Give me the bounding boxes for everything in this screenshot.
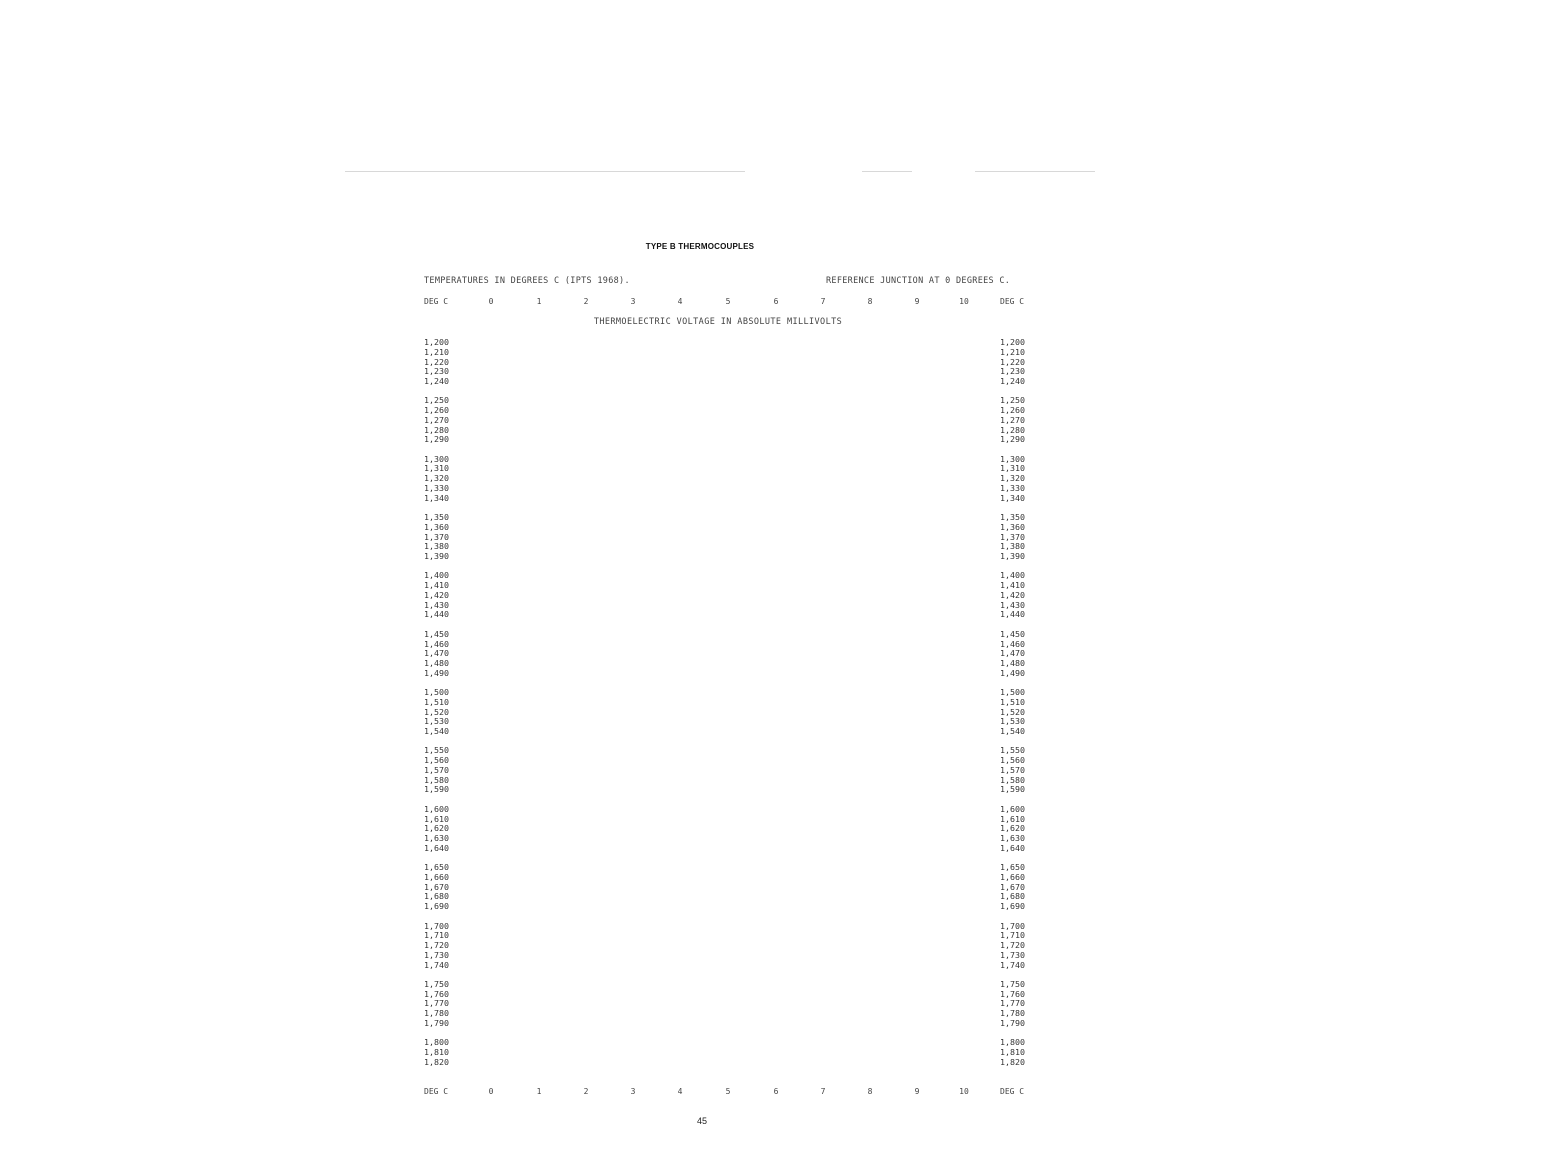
row-temperature-left: 1,780 bbox=[424, 1008, 449, 1019]
row-temperature-right: 1,300 bbox=[1000, 453, 1025, 464]
row-temperature-right: 1,270 bbox=[1000, 414, 1025, 425]
row-temperature-left: 1,600 bbox=[424, 803, 449, 814]
row-temperature-left: 1,740 bbox=[424, 959, 449, 970]
row-temperature-right: 1,420 bbox=[1000, 589, 1025, 600]
row-temperature-right: 1,430 bbox=[1000, 599, 1025, 610]
row-temperature-left: 1,450 bbox=[424, 628, 449, 639]
column-header-cell: 2 bbox=[583, 1087, 589, 1096]
row-temperature-right: 1,540 bbox=[1000, 726, 1025, 737]
row-temperature-right: 1,350 bbox=[1000, 512, 1025, 523]
row-temperature-left: 1,310 bbox=[424, 463, 449, 474]
row-temperature-left: 1,380 bbox=[424, 541, 449, 552]
row-temperature-right: 1,820 bbox=[1000, 1056, 1025, 1067]
column-header-cell: DEG C bbox=[1000, 297, 1025, 306]
row-temperature-right: 1,740 bbox=[1000, 959, 1025, 970]
row-temperature-left: 1,200 bbox=[424, 337, 449, 347]
row-temperature-left: 1,370 bbox=[424, 531, 449, 542]
row-temperature-right: 1,260 bbox=[1000, 405, 1025, 416]
column-header-cell: 5 bbox=[725, 1087, 731, 1096]
row-temperature-left: 1,590 bbox=[424, 784, 449, 795]
row-temperature-left: 1,730 bbox=[424, 949, 449, 960]
row-temperature-left: 1,580 bbox=[424, 774, 449, 785]
column-header-cell: 4 bbox=[677, 297, 683, 306]
column-header-cell: 3 bbox=[630, 297, 636, 306]
row-temperature-left: 1,210 bbox=[424, 346, 449, 357]
row-temperature-left: 1,320 bbox=[424, 473, 449, 484]
row-temperature-left: 1,620 bbox=[424, 823, 449, 834]
column-header-cell: 9 bbox=[914, 297, 920, 306]
row-temperature-left: 1,630 bbox=[424, 833, 449, 844]
row-temperature-left: 1,240 bbox=[424, 376, 449, 386]
column-header-cell: 6 bbox=[773, 297, 779, 306]
row-temperature-left: 1,700 bbox=[424, 920, 449, 931]
row-temperature-right: 1,800 bbox=[1000, 1037, 1025, 1048]
row-temperature-right: 1,230 bbox=[1000, 366, 1025, 377]
row-temperature-right: 1,510 bbox=[1000, 696, 1025, 707]
column-header-cell: 3 bbox=[630, 1087, 636, 1096]
row-temperature-right: 1,570 bbox=[1000, 764, 1025, 775]
row-temperature-left: 1,270 bbox=[424, 414, 449, 425]
column-header-cell: 0 bbox=[488, 297, 494, 306]
row-temperature-left: 1,470 bbox=[424, 648, 449, 659]
row-temperature-left: 1,770 bbox=[424, 998, 449, 1009]
row-temperature-left: 1,350 bbox=[424, 512, 449, 523]
row-temperature-right: 1,790 bbox=[1000, 1017, 1025, 1028]
row-temperature-left: 1,500 bbox=[424, 687, 449, 698]
row-temperature-right: 1,480 bbox=[1000, 658, 1025, 668]
row-temperature-left: 1,680 bbox=[424, 891, 449, 902]
row-temperature-right: 1,450 bbox=[1000, 628, 1025, 639]
row-temperature-left: 1,430 bbox=[424, 599, 449, 610]
column-header-cell: 1 bbox=[536, 297, 542, 306]
column-header-cell: 7 bbox=[820, 297, 826, 306]
row-temperature-right: 1,700 bbox=[1000, 920, 1025, 931]
table-subtitle: THERMOELECTRIC VOLTAGE IN ABSOLUTE MILLIVOLTS bbox=[593, 317, 843, 327]
row-temperature-left: 1,570 bbox=[424, 764, 449, 775]
row-temperature-right: 1,650 bbox=[1000, 862, 1025, 873]
reference-junction-note: REFERENCE JUNCTION AT 0 DEGREES C. bbox=[826, 276, 1011, 286]
row-temperature-right: 1,580 bbox=[1000, 774, 1025, 785]
row-temperature-right: 1,290 bbox=[1000, 434, 1025, 445]
column-header-cell: 8 bbox=[867, 1087, 873, 1096]
row-temperature-right: 1,770 bbox=[1000, 998, 1025, 1009]
row-temperature-left: 1,750 bbox=[424, 978, 449, 989]
row-temperature-right: 1,400 bbox=[1000, 570, 1025, 581]
row-temperature-right: 1,490 bbox=[1000, 667, 1025, 678]
row-temperature-left: 1,420 bbox=[424, 589, 449, 600]
column-header-cell: DEG C bbox=[424, 297, 449, 306]
column-header-cell: DEG C bbox=[1000, 1087, 1025, 1096]
row-temperature-right: 1,560 bbox=[1000, 755, 1025, 766]
row-temperature-left: 1,560 bbox=[424, 755, 449, 766]
row-temperature-left: 1,410 bbox=[424, 580, 449, 591]
row-temperature-right: 1,240 bbox=[1000, 376, 1025, 386]
column-header-cell: 1 bbox=[536, 1087, 542, 1096]
row-temperature-right: 1,550 bbox=[1000, 745, 1025, 756]
row-temperature-left: 1,690 bbox=[424, 901, 449, 912]
row-temperature-right: 1,630 bbox=[1000, 833, 1025, 844]
row-temperature-left: 1,490 bbox=[424, 667, 449, 678]
row-temperature-left: 1,810 bbox=[424, 1046, 449, 1057]
row-temperature-right: 1,690 bbox=[1000, 901, 1025, 912]
row-temperature-right: 1,220 bbox=[1000, 356, 1025, 367]
row-temperature-right: 1,710 bbox=[1000, 930, 1025, 941]
column-header-cell: 0 bbox=[488, 1087, 494, 1096]
row-temperature-right: 1,340 bbox=[1000, 492, 1025, 503]
row-temperature-left: 1,290 bbox=[424, 434, 449, 445]
row-temperature-right: 1,470 bbox=[1000, 648, 1025, 659]
row-temperature-left: 1,400 bbox=[424, 570, 449, 581]
row-temperature-right: 1,370 bbox=[1000, 531, 1025, 542]
column-header-cell: 2 bbox=[583, 297, 589, 306]
row-temperature-right: 1,310 bbox=[1000, 463, 1025, 474]
column-header-cell: 10 bbox=[959, 1087, 969, 1096]
row-temperature-right: 1,200 bbox=[1000, 337, 1025, 347]
row-temperature-left: 1,660 bbox=[424, 871, 449, 882]
row-temperature-right: 1,440 bbox=[1000, 609, 1025, 620]
row-temperature-left: 1,440 bbox=[424, 609, 449, 620]
row-temperature-left: 1,520 bbox=[424, 706, 449, 717]
row-temperature-left: 1,460 bbox=[424, 638, 449, 649]
column-header-cell: 5 bbox=[725, 297, 731, 306]
row-temperature-right: 1,750 bbox=[1000, 978, 1025, 989]
row-temperature-right: 1,250 bbox=[1000, 395, 1025, 406]
row-temperature-left: 1,530 bbox=[424, 716, 449, 727]
column-header-cell: 8 bbox=[867, 297, 873, 306]
scan-artifact-line bbox=[862, 171, 912, 172]
row-temperature-left: 1,790 bbox=[424, 1017, 449, 1028]
row-temperature-left: 1,220 bbox=[424, 356, 449, 367]
scan-artifact-line bbox=[345, 171, 745, 172]
row-temperature-right: 1,680 bbox=[1000, 891, 1025, 902]
row-temperature-left: 1,280 bbox=[424, 424, 449, 435]
row-temperature-left: 1,640 bbox=[424, 842, 449, 853]
row-temperature-left: 1,510 bbox=[424, 696, 449, 707]
column-header-cell: DEG C bbox=[424, 1087, 449, 1096]
row-temperature-left: 1,540 bbox=[424, 726, 449, 737]
column-header-cell: 4 bbox=[677, 1087, 683, 1096]
row-temperature-right: 1,660 bbox=[1000, 871, 1025, 882]
row-temperature-right: 1,530 bbox=[1000, 716, 1025, 727]
row-temperature-right: 1,520 bbox=[1000, 706, 1025, 717]
row-temperature-right: 1,720 bbox=[1000, 940, 1025, 950]
temperature-scale-note: TEMPERATURES IN DEGREES C (IPTS 1968). bbox=[424, 276, 630, 286]
row-temperature-left: 1,390 bbox=[424, 551, 449, 562]
row-temperature-right: 1,210 bbox=[1000, 346, 1025, 357]
row-temperature-left: 1,250 bbox=[424, 395, 449, 406]
row-temperature-left: 1,480 bbox=[424, 658, 449, 668]
row-temperature-right: 1,640 bbox=[1000, 842, 1025, 853]
row-temperature-right: 1,280 bbox=[1000, 424, 1025, 435]
scan-artifact-line bbox=[975, 171, 1095, 172]
row-temperature-right: 1,610 bbox=[1000, 813, 1025, 824]
row-temperature-right: 1,460 bbox=[1000, 638, 1025, 649]
row-temperature-right: 1,380 bbox=[1000, 541, 1025, 552]
page-title: TYPE B THERMOCOUPLES bbox=[645, 242, 755, 251]
row-temperature-right: 1,390 bbox=[1000, 551, 1025, 562]
row-temperature-right: 1,620 bbox=[1000, 823, 1025, 834]
row-temperature-right: 1,600 bbox=[1000, 803, 1025, 814]
row-temperature-left: 1,720 bbox=[424, 940, 449, 950]
row-temperature-left: 1,360 bbox=[424, 521, 449, 532]
row-temperature-left: 1,760 bbox=[424, 988, 449, 999]
row-temperature-right: 1,810 bbox=[1000, 1046, 1025, 1057]
column-header-cell: 6 bbox=[773, 1087, 779, 1096]
row-temperature-right: 1,670 bbox=[1000, 881, 1025, 892]
row-temperature-right: 1,780 bbox=[1000, 1008, 1025, 1019]
page-number: 45 bbox=[696, 1116, 707, 1126]
row-temperature-left: 1,300 bbox=[424, 453, 449, 464]
row-temperature-left: 1,550 bbox=[424, 745, 449, 756]
row-temperature-left: 1,820 bbox=[424, 1056, 449, 1067]
row-temperature-left: 1,340 bbox=[424, 492, 449, 503]
row-temperature-left: 1,670 bbox=[424, 881, 449, 892]
row-temperature-left: 1,330 bbox=[424, 482, 449, 493]
row-temperature-right: 1,760 bbox=[1000, 988, 1025, 999]
row-temperature-left: 1,800 bbox=[424, 1037, 449, 1048]
column-header-cell: 7 bbox=[820, 1087, 826, 1096]
row-temperature-left: 1,610 bbox=[424, 813, 449, 824]
row-temperature-left: 1,230 bbox=[424, 366, 449, 377]
row-temperature-left: 1,650 bbox=[424, 862, 449, 873]
row-temperature-right: 1,360 bbox=[1000, 521, 1025, 532]
row-temperature-right: 1,320 bbox=[1000, 473, 1025, 484]
row-temperature-right: 1,500 bbox=[1000, 687, 1025, 698]
row-temperature-right: 1,590 bbox=[1000, 784, 1025, 795]
row-temperature-right: 1,730 bbox=[1000, 949, 1025, 960]
row-temperature-left: 1,260 bbox=[424, 405, 449, 416]
column-header-cell: 10 bbox=[959, 297, 969, 306]
row-temperature-right: 1,330 bbox=[1000, 482, 1025, 493]
row-temperature-left: 1,710 bbox=[424, 930, 449, 941]
column-header-cell: 9 bbox=[914, 1087, 920, 1096]
row-temperature-right: 1,410 bbox=[1000, 580, 1025, 591]
